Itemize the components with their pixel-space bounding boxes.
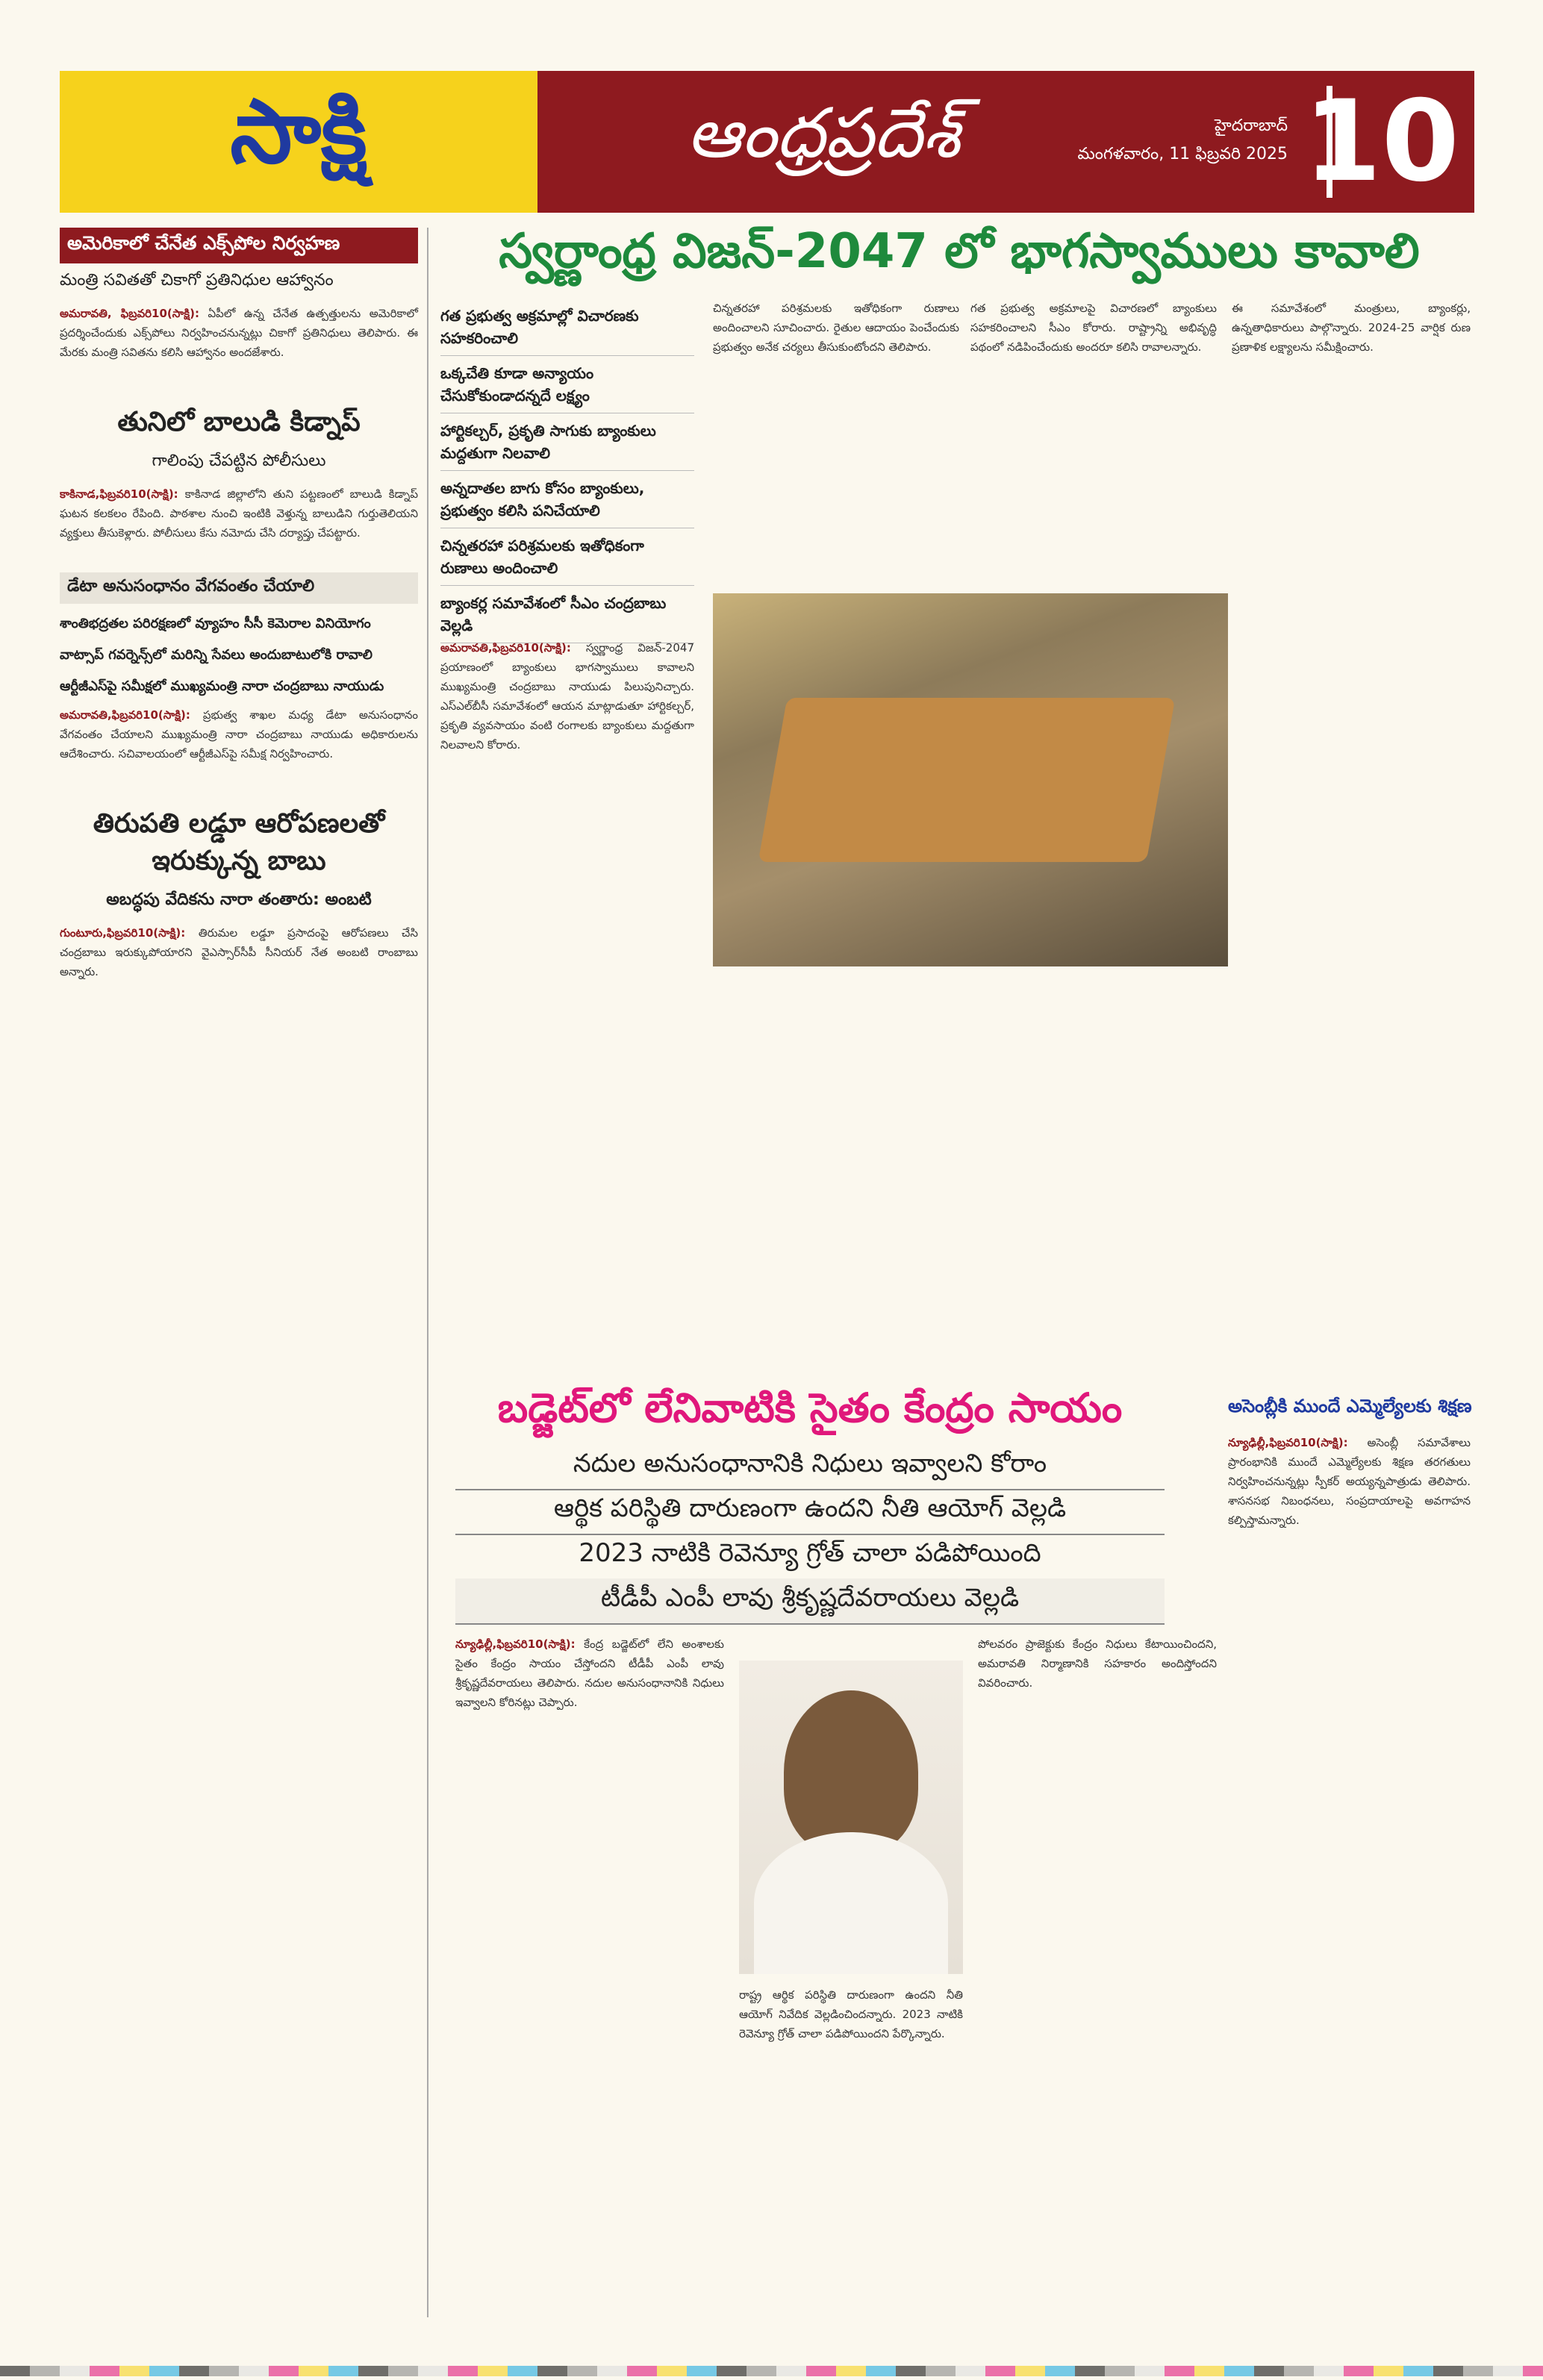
story-text: కేంద్ర బడ్జెట్‌లో లేని అంశాలకు సైతం కేంద్రం సాయం చేస్తోందని టీడీపీ ఎంపీ లావు శ్రీకృష్ణదేవరాయలు తెలిపారు. నదుల అనుసంధానానికి నిధులు ఇవ్వాలని కోరినట్లు చెప్పారు. [455, 1637, 724, 1709]
highlight-item: గత ప్రభుత్వ అక్రమాల్లో విచారణకు సహకరించాలి [440, 299, 694, 356]
highlight-item: చిన్నతరహా పరిశ్రమలకు ఇతోధికంగా రుణాలు అందించాలి [440, 528, 694, 586]
story-text: తిరుమల లడ్డూ ప్రసాదంపై ఆరోపణలు చేసి చంద్రబాబు ఇరుక్కుపోయారని వైఎస్సార్‌సీపీ సీనియర్ నేత అంబటి రాంబాబు అన్నారు. [60, 926, 418, 978]
meeting-photo [713, 593, 1228, 966]
dateline: అమరావతి,ఫిబ్రవరి10(సాక్షి): [440, 641, 571, 655]
story-subhead: అబద్ధపు వేదికను నారా తంతారు: అంబటి [106, 890, 372, 909]
highlights-list [440, 299, 694, 643]
mp-portrait-photo [739, 1661, 963, 1974]
lead-text-col-2: చిన్నతరహా పరిశ్రమలకు ఇతోధికంగా రుణాలు అందించాలని సూచించారు. రైతుల ఆదాయం పెంచేందుకు ప్రభుత్వం అనేక చర్యలు తీసుకుంటోందని తెలిపారు. [713, 302, 959, 354]
dateline: గుంటూరు,ఫిబ్రవరి10(సాక్షి): [60, 926, 186, 940]
second-subhead: టీడీపీ ఎంపీ లావు శ్రీకృష్ణదేవరాయలు వెల్లడి [455, 1578, 1165, 1625]
story-subhead: మంత్రి సవితతో చికాగో ప్రతినిధుల ఆహ్వానం [60, 271, 334, 290]
story-text: ఏపీలో ఉన్న చేనేత ఉత్పత్తులను అమెరికాలో ప్రదర్శించేందుకు ఎక్స్‌పోలు నిర్వహించనున్నట్లు చికాగో ప్రతినిధులు తెలిపారు. ఈ మేరకు మంత్రి సవితను కలిసి ఆహ్వానం అందజేశారు. [60, 307, 418, 359]
dateline: కాకినాడ,ఫిబ్రవరి10(సాక్షి): [60, 487, 178, 501]
story-body [60, 484, 418, 543]
page-number: 10 [1303, 77, 1459, 207]
third-headline: అసెంబ్లీకి ముందే ఎమ్మెల్యేలకు శిక్షణ [1228, 1396, 1472, 1417]
story-headline: డేటా అనుసంధానం వేగవంతం చేయాలి [60, 572, 418, 604]
second-subhead: ఆర్థిక పరిస్థితి దారుణంగా ఉందని నీతి ఆయోగ్ వెల్లడి [455, 1489, 1165, 1535]
column-divider [427, 228, 428, 2317]
second-headline: బడ్జెట్‌లో లేనివాటికి సైతం కేంద్రం సాయం [497, 1384, 1123, 1431]
print-color-bar [0, 2366, 1543, 2376]
story-subhead: గాలింపు చేపట్టిన పోలీసులు [152, 452, 326, 470]
date-block [1078, 112, 1288, 169]
highlight-item: హార్టికల్చర్, ప్రకృతి సాగుకు బ్యాంకులు మద్దతుగా నిలవాలి [440, 413, 694, 471]
second-text-col-3: పోలవరం ప్రాజెక్టుకు కేంద్రం నిధులు కేటాయించిందని, అమరావతి నిర్మాణానికి సహకారం అందిస్తోందని వివరించారు. [978, 1637, 1217, 1690]
conference-table [758, 698, 1176, 862]
dateline: న్యూఢిల్లీ,ఫిబ్రవరి10(సాక్షి): [1228, 1436, 1348, 1449]
story-subhead: ఆర్టీజీఎస్‌పై సమీక్షలో ముఖ్యమంత్రి నారా చంద్రబాబు నాయుడు [60, 678, 384, 694]
dateline: అమరావతి,ఫిబ్రవరి10(సాక్షి): [60, 708, 190, 722]
section-banner [537, 71, 1474, 213]
left-column [60, 228, 418, 2317]
third-text [1228, 1433, 1471, 1530]
newspaper-logo [60, 71, 537, 213]
highlight-item: అన్నదాతల బాగు కోసం బ్యాంకులు, ప్రభుత్వం కలిసి పనిచేయాలి [440, 471, 694, 528]
story-body [60, 705, 418, 763]
story-text: అసెంబ్లీ సమావేశాలు ప్రారంభానికి ముందే ఎమ్మెల్యేలకు శిక్షణ తరగతులు నిర్వహించనున్నట్లు స్పీకర్ అయ్యన్నపాత్రుడు తెలిపారు. శాసనసభ నిబంధనలు, సంప్రదాయాలపై అవగాహన కల్పిస్తామన్నారు. [1228, 1436, 1471, 1527]
lead-text-col-4: ఈ సమావేశంలో మంత్రులు, బ్యాంకర్లు, ఉన్నతాధికారులు పాల్గొన్నారు. 2024-25 వార్షిక రుణ ప్రణాళిక లక్ష్యాలను సమీక్షించారు. [1232, 302, 1471, 354]
lead-text-col-1 [440, 638, 694, 755]
story-body [60, 304, 418, 362]
portrait-head [784, 1690, 918, 1855]
highlight-item: ఒక్కచేతి కూడా అన్యాయం చేసుకోకుండాదన్నదే లక్ష్యం [440, 356, 694, 413]
lead-headline: స్వర్ణాంధ్ర విజన్-2047 లో భాగస్వాములు కావాలి [499, 224, 1420, 279]
logo-text: సాక్షి [230, 79, 367, 183]
story-headline: తిరుపతి లడ్డూ ఆరోపణలతో ఇరుక్కున్న బాబు [93, 808, 385, 876]
lead-text-col-3: గత ప్రభుత్వ అక్రమాలపై విచారణలో బ్యాంకులు సహకరించాలని సీఎం కోరారు. రాష్ట్రాన్ని అభివృద్ధి పథంలో నడిపించేందుకు అందరూ కలిసి రావాలన్నారు. [970, 302, 1217, 354]
story-subhead: వాట్సాప్ గవర్నెన్స్‌లో మరిన్ని సేవలు అందుబాటులోకి రావాలి [60, 647, 372, 663]
second-text-col-1 [455, 1634, 724, 1712]
story-text: స్వర్ణాంధ్ర విజన్-2047 ప్రయాణంలో బ్యాంకులు భాగస్వాములు కావాలని ముఖ్యమంత్రి చంద్రబాబు నాయుడు పిలుపునిచ్చారు. ఎస్‌ఎల్‌బీసీ సమావేశంలో ఆయన మాట్లాడుతూ హార్టికల్చర్, ప్రకృతి వ్యవసాయం వంటి రంగాలకు బ్యాంకులు మద్దతుగా నిలవాలని కోరారు. [440, 641, 694, 752]
portrait-body [754, 1832, 948, 1974]
story-text: ప్రభుత్వ శాఖల మధ్య డేటా అనుసంధానం వేగవంతం చేయాలని ముఖ్యమంత్రి నారా చంద్రబాబు నాయుడు అధికారులను ఆదేశించారు. సచివాలయంలో ఆర్టీజీఎస్‌పై సమీక్ష నిర్వహించారు. [60, 708, 418, 760]
dateline: న్యూఢిల్లీ,ఫిబ్రవరి10(సాక్షి): [455, 1637, 576, 1651]
second-subhead: నదుల అనుసంధానానికి నిధులు ఇవ్వాలని కోరాం [455, 1444, 1165, 1490]
story-headline: అమెరికాలో చేనేత ఎక్స్‌పోల నిర్వహణ [60, 228, 418, 263]
story-text: కాకినాడ జిల్లాలోని తుని పట్టణంలో బాలుడి కిడ్నాప్ ఘటన కలకలం రేపింది. పాఠశాల నుంచి ఇంటికి వెళ్తున్న బాలుడిని గుర్తుతెలియని వ్యక్తులు తీసుకెళ్లారు. పోలీసులు కేసు నమోదు చేసి దర్యాప్తు చేపట్టారు. [60, 487, 418, 540]
city-label: హైదరాబాద్ [1215, 116, 1288, 135]
story-headline: తునిలో బాలుడి కిడ్నాప్ [117, 407, 361, 437]
highlight-item: బ్యాంకర్ల సమావేశంలో సీఎం చంద్రబాబు వెల్లడి [440, 586, 694, 643]
dateline: అమరావతి, ఫిబ్రవరి10(సాక్షి): [60, 307, 199, 320]
second-subhead: 2023 నాటికి రెవెన్యూ గ్రోత్ చాలా పడిపోయింది [455, 1534, 1165, 1580]
issue-date: మంగళవారం, 11 ఫిబ్రవరి 2025 [1077, 145, 1288, 163]
masthead [60, 71, 1474, 213]
story-body [60, 923, 418, 981]
second-text-col-2: రాష్ట్ర ఆర్థిక పరిస్థితి దారుణంగా ఉందని నీతి ఆయోగ్ నివేదిక వెల్లడించిందన్నారు. 2023 నాటికి రెవెన్యూ గ్రోత్ చాలా పడిపోయిందని పేర్కొన్నారు. [739, 1988, 963, 2040]
story-subhead: శాంతిభద్రతల పరిరక్షణలో వ్యూహం సీసీ కెమెరాల వినియోగం [60, 616, 371, 631]
section-title: ఆంధ్రప్రదేశ్ [687, 93, 960, 173]
